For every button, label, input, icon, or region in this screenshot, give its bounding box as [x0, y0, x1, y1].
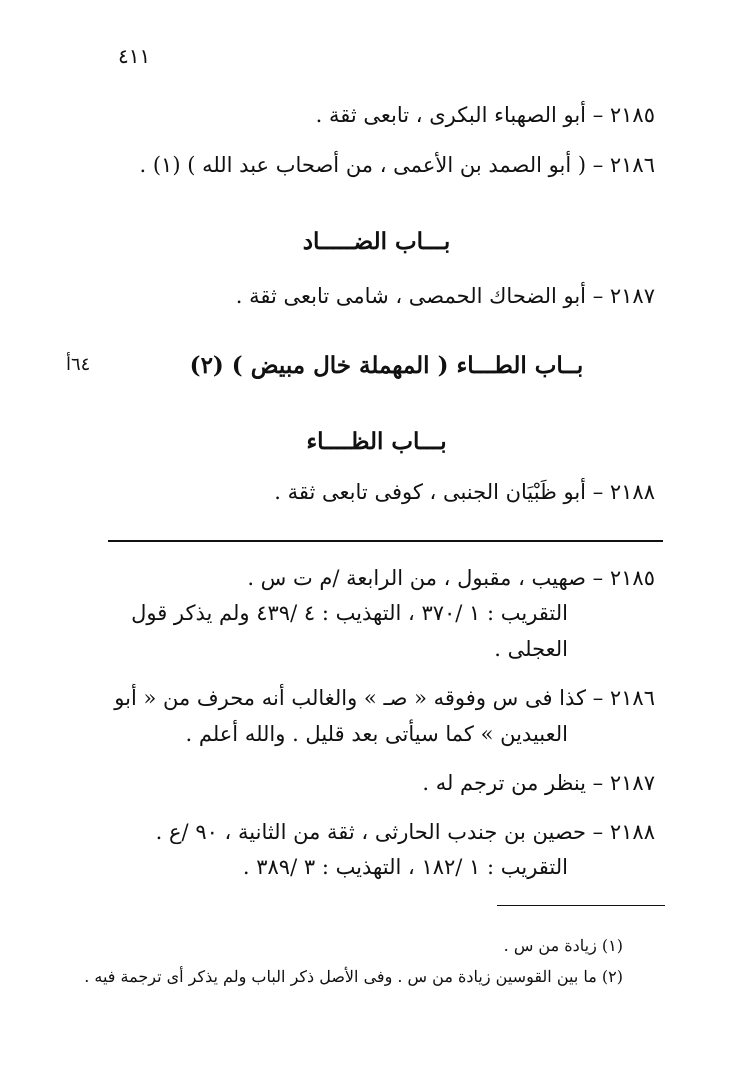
- note-2187-line1: ٢١٨٧ – ينظر من ترجم له .: [422, 771, 655, 795]
- note-2186-line1: ٢١٨٦ – كذا فى س وفوقه « صـ » والغالب أنه محرف من « أبو: [114, 686, 655, 710]
- footnote-2: (٢) ما بين القوسين زيادة من س . وفى الأصل ذكر الباب ولم يذكر أى ترجمة فيه .: [84, 967, 623, 986]
- manuscript-folio-note: ٦٤أ: [66, 354, 91, 375]
- note-2188-line2: التقريب : ١ /١٨٢ ، التهذيب : ٣ /٣٨٩ .: [242, 855, 568, 879]
- note-2188-line1: ٢١٨٨ – حصين بن جندب الحارثى ، ثقة من الثانية ، ٩٠ /ع .: [155, 820, 655, 844]
- page-number: ٤١١: [118, 44, 151, 68]
- note-2186-line2: العبيدين » كما سيأتى بعد قليل . والله أعلم .: [185, 722, 568, 746]
- entry-2185: ٢١٨٥ – أبو الصهباء البكرى ، تابعى ثقة .: [315, 103, 655, 127]
- footnote-separator: [497, 905, 665, 906]
- entry-2188: ٢١٨٨ – أبو ظَبْيَان الجنبى ، كوفى تابعى ثقة .: [274, 480, 655, 504]
- section-heading-ta: بــاب الطـــاء ( المهملة خال مبيض ) (٢): [189, 352, 584, 379]
- entry-2187: ٢١٨٧ – أبو الضحاك الحمصى ، شامى تابعى ثقة .: [235, 284, 655, 308]
- section-heading-za: بـــاب الظــــاء: [306, 428, 447, 455]
- note-2185-line3: العجلى .: [494, 637, 568, 661]
- note-2185-line2: التقريب : ١ /٣٧٠ ، التهذيب : ٤ /٤٣٩ ولم يذكر قول: [131, 601, 568, 625]
- footnote-1: (١) زيادة من س .: [503, 936, 623, 955]
- section-heading-dad: بـــاب الضـــــاد: [302, 228, 451, 255]
- entry-2186: ٢١٨٦ – ( أبو الصمد بن الأعمى ، من أصحاب عبد الله ) (١) .: [139, 153, 655, 177]
- notes-separator: [108, 540, 663, 542]
- note-2185-line1: ٢١٨٥ – صهيب ، مقبول ، من الرابعة /م ت س .: [247, 566, 655, 590]
